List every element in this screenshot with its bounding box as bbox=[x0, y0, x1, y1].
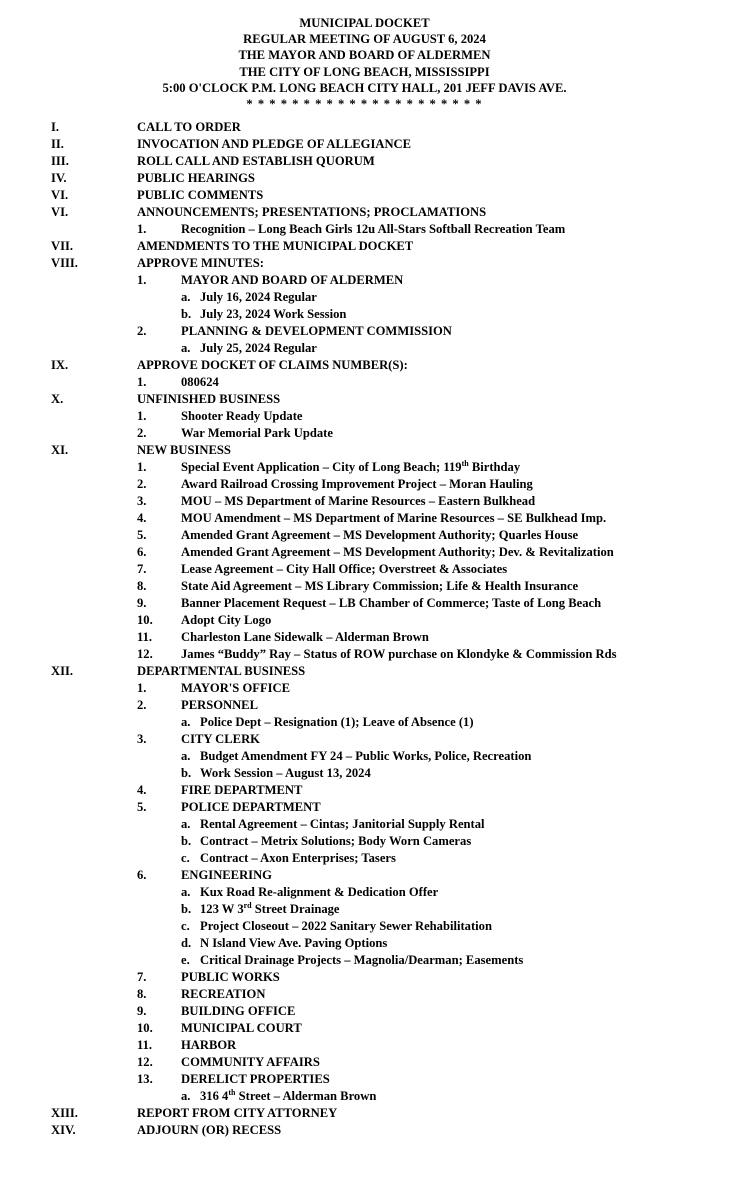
agenda-item-number: 10. bbox=[137, 1021, 153, 1035]
agenda-item-number: 1. bbox=[137, 273, 147, 287]
agenda-item-text bbox=[137, 1105, 337, 1122]
agenda-item bbox=[0, 663, 729, 680]
agenda-item-text bbox=[181, 323, 452, 340]
agenda-item-text bbox=[181, 969, 280, 986]
agenda-item-number: c. bbox=[181, 919, 190, 933]
agenda-item bbox=[0, 612, 729, 629]
agenda-item-label: PUBLIC COMMENTS bbox=[137, 188, 264, 202]
agenda-item-label: Project Closeout – 2022 Sanitary Sewer Rehabilitation bbox=[200, 919, 492, 933]
agenda-item-label: INVOCATION AND PLEDGE OF ALLEGIANCE bbox=[137, 137, 412, 151]
agenda-item bbox=[0, 595, 729, 612]
agenda-item-number: 4. bbox=[137, 783, 147, 797]
agenda-item-label: MOU Amendment – MS Department of Marine Resources – SE Bulkhead Imp. bbox=[181, 511, 607, 525]
agenda-item-number: II. bbox=[51, 137, 64, 151]
agenda-item-number: 4. bbox=[137, 511, 147, 525]
agenda-item bbox=[0, 1020, 729, 1037]
agenda-item bbox=[0, 510, 729, 527]
agenda-item-text bbox=[137, 136, 411, 153]
agenda-item bbox=[0, 357, 729, 374]
agenda-item bbox=[0, 1105, 729, 1122]
agenda-item-label: Adopt City Logo bbox=[181, 613, 272, 627]
agenda-item-text bbox=[181, 408, 303, 425]
agenda-item-label: 316 4 bbox=[200, 1089, 229, 1103]
agenda-item bbox=[0, 748, 729, 765]
agenda-item bbox=[0, 306, 729, 323]
agenda-item-label: Recognition – Long Beach Girls 12u All-Stars Softball Recreation Team bbox=[181, 222, 566, 236]
agenda-item-text bbox=[181, 493, 535, 510]
docket-header bbox=[0, 15, 729, 112]
ordinal-suffix: rd bbox=[243, 900, 252, 910]
agenda-item bbox=[0, 442, 729, 459]
agenda-item-number: VIII. bbox=[51, 256, 78, 270]
agenda-item-number: a. bbox=[181, 290, 191, 304]
agenda-item-number: VI. bbox=[51, 188, 69, 202]
agenda-item-number: 6. bbox=[137, 545, 147, 559]
agenda-item bbox=[0, 629, 729, 646]
agenda-item-label: MAYOR'S OFFICE bbox=[181, 681, 291, 695]
agenda-item-text bbox=[137, 357, 408, 374]
agenda-item-number: 11. bbox=[137, 1038, 153, 1052]
agenda-item-label-rest: Street Drainage bbox=[251, 902, 340, 916]
agenda-item-text bbox=[200, 918, 492, 935]
agenda-item-number: XII. bbox=[51, 664, 74, 678]
agenda-item-number: 9. bbox=[137, 596, 147, 610]
agenda-item bbox=[0, 153, 729, 170]
agenda-item bbox=[0, 1122, 729, 1139]
agenda-item-text bbox=[200, 884, 438, 901]
agenda-item-number: 12. bbox=[137, 1055, 153, 1069]
agenda-item-number: 1. bbox=[137, 681, 147, 695]
agenda-item bbox=[0, 765, 729, 782]
agenda-item-text bbox=[181, 867, 272, 884]
agenda-item bbox=[0, 493, 729, 510]
agenda-item-number: b. bbox=[181, 766, 192, 780]
board-line: THE MAYOR AND BOARD OF ALDERMEN bbox=[238, 48, 491, 63]
agenda-item-number: e. bbox=[181, 953, 190, 967]
agenda-item bbox=[0, 1071, 729, 1088]
agenda-item-number: 9. bbox=[137, 1004, 147, 1018]
agenda-item-text bbox=[181, 731, 260, 748]
agenda-item-label: State Aid Agreement – MS Library Commission; Life & Health Insurance bbox=[181, 579, 579, 593]
agenda-item-label: ADJOURN (OR) RECESS bbox=[137, 1123, 282, 1137]
agenda-item-number: 6. bbox=[137, 868, 147, 882]
agenda-item-number: 3. bbox=[137, 732, 147, 746]
agenda-item-label: Rental Agreement – Cintas; Janitorial Supply Rental bbox=[200, 817, 485, 831]
agenda-item-label: PUBLIC HEARINGS bbox=[137, 171, 255, 185]
agenda-item-number: 8. bbox=[137, 987, 147, 1001]
agenda-item bbox=[0, 204, 729, 221]
agenda-item-number: a. bbox=[181, 749, 191, 763]
agenda-item-number: 1. bbox=[137, 222, 147, 236]
agenda-item-label-rest: Street – Alderman Brown bbox=[235, 1089, 377, 1103]
agenda-item-label: DERELICT PROPERTIES bbox=[181, 1072, 330, 1086]
agenda-item bbox=[0, 935, 729, 952]
agenda-item-text bbox=[181, 595, 601, 612]
agenda-item-label: ANNOUNCEMENTS; PRESENTATIONS; PROCLAMATIONS bbox=[137, 205, 487, 219]
agenda-item bbox=[0, 782, 729, 799]
agenda-item-label: 080624 bbox=[181, 375, 219, 389]
agenda-item bbox=[0, 527, 729, 544]
agenda-item-label-rest: Birthday bbox=[468, 460, 521, 474]
agenda-item-number: XI. bbox=[51, 443, 69, 457]
agenda-item-text bbox=[200, 714, 474, 731]
agenda-item-text bbox=[137, 442, 231, 459]
agenda-item-number: 7. bbox=[137, 562, 147, 576]
docket-title: MUNICIPAL DOCKET bbox=[299, 16, 430, 30]
agenda-item-text bbox=[200, 289, 317, 306]
agenda-item-number: 13. bbox=[137, 1072, 153, 1086]
agenda-item-number: 2. bbox=[137, 426, 147, 440]
agenda-item bbox=[0, 119, 729, 136]
agenda-item-text bbox=[181, 272, 403, 289]
agenda-item-label: Award Railroad Crossing Improvement Project – Moran Hauling bbox=[181, 477, 533, 491]
agenda-item bbox=[0, 340, 729, 357]
agenda-item bbox=[0, 901, 729, 918]
agenda-item-label: 123 W 3 bbox=[200, 902, 244, 916]
agenda-item bbox=[0, 187, 729, 204]
agenda-item-number: 1. bbox=[137, 409, 147, 423]
agenda-item-number: X. bbox=[51, 392, 64, 406]
agenda-item-label: War Memorial Park Update bbox=[181, 426, 333, 440]
agenda-item-label: RECREATION bbox=[181, 987, 266, 1001]
ordinal-suffix: th bbox=[228, 1087, 236, 1097]
agenda-item-text bbox=[137, 204, 486, 221]
agenda-item-text bbox=[181, 425, 333, 442]
agenda-item bbox=[0, 969, 729, 986]
agenda-item-text bbox=[200, 816, 485, 833]
agenda-item bbox=[0, 476, 729, 493]
agenda-item bbox=[0, 952, 729, 969]
agenda-item bbox=[0, 408, 729, 425]
agenda-item-text bbox=[181, 782, 302, 799]
agenda-item-label: PERSONNEL bbox=[181, 698, 258, 712]
agenda-item-number: III. bbox=[51, 154, 69, 168]
agenda-item-label: MUNICIPAL COURT bbox=[181, 1021, 302, 1035]
agenda-item-text bbox=[181, 1003, 295, 1020]
agenda-item-number: 10. bbox=[137, 613, 153, 627]
agenda-item-text bbox=[200, 765, 371, 782]
agenda-item-label: COMMUNITY AFFAIRS bbox=[181, 1055, 320, 1069]
agenda-item-number: I. bbox=[51, 120, 60, 134]
agenda-item bbox=[0, 884, 729, 901]
agenda-item-number: a. bbox=[181, 341, 191, 355]
agenda-item-label: Work Session – August 13, 2024 bbox=[200, 766, 371, 780]
agenda-item bbox=[0, 731, 729, 748]
agenda-item-label: UNFINISHED BUSINESS bbox=[137, 392, 281, 406]
agenda-item bbox=[0, 1054, 729, 1071]
agenda-item bbox=[0, 867, 729, 884]
agenda-item-label: AMENDMENTS TO THE MUNICIPAL DOCKET bbox=[137, 239, 414, 253]
ordinal-suffix: th bbox=[461, 458, 469, 468]
agenda-item-text bbox=[181, 459, 520, 476]
agenda-item-label: MOU – MS Department of Marine Resources – Eastern Bulkhead bbox=[181, 494, 536, 508]
agenda-item-text bbox=[137, 238, 413, 255]
agenda-item-text bbox=[181, 1037, 236, 1054]
agenda-item bbox=[0, 136, 729, 153]
agenda-item-number: a. bbox=[181, 715, 191, 729]
agenda-item-label: July 25, 2024 Regular bbox=[200, 341, 317, 355]
agenda-item-text bbox=[181, 1054, 320, 1071]
agenda-item bbox=[0, 1037, 729, 1054]
agenda-item-text bbox=[181, 476, 533, 493]
agenda-item-label: ROLL CALL AND ESTABLISH QUORUM bbox=[137, 154, 375, 168]
agenda-item-number: 1. bbox=[137, 460, 147, 474]
agenda-item bbox=[0, 799, 729, 816]
agenda-item-label: July 23, 2024 Work Session bbox=[200, 307, 347, 321]
agenda-item bbox=[0, 646, 729, 663]
agenda-item-text bbox=[137, 391, 280, 408]
agenda-item-text bbox=[200, 748, 531, 765]
agenda-item-number: a. bbox=[181, 817, 191, 831]
agenda-item-text bbox=[181, 986, 265, 1003]
agenda-item-text bbox=[137, 187, 263, 204]
agenda-item-text bbox=[200, 952, 523, 969]
agenda-item-number: IX. bbox=[51, 358, 69, 372]
agenda-item-text bbox=[137, 119, 241, 136]
agenda-item bbox=[0, 323, 729, 340]
agenda-item bbox=[0, 714, 729, 731]
agenda-item-label: Budget Amendment FY 24 – Public Works, Police, Recreation bbox=[200, 749, 532, 763]
agenda-item-label: James “Buddy” Ray – Status of ROW purchase on Klondyke & Commission Rds bbox=[181, 647, 617, 661]
agenda-item-label: Critical Drainage Projects – Magnolia/Dearman; Easements bbox=[200, 953, 524, 967]
agenda-item-label: Charleston Lane Sidewalk – Alderman Brown bbox=[181, 630, 429, 644]
agenda-item-text bbox=[137, 170, 255, 187]
agenda-item-label: Kux Road Re-alignment & Dedication Offer bbox=[200, 885, 439, 899]
agenda-item-number: 8. bbox=[137, 579, 147, 593]
agenda-item bbox=[0, 816, 729, 833]
agenda-item bbox=[0, 238, 729, 255]
agenda-item-number: c. bbox=[181, 851, 190, 865]
agenda-item bbox=[0, 1088, 729, 1105]
agenda-item-text bbox=[137, 153, 375, 170]
agenda-item-text bbox=[181, 544, 614, 561]
agenda-item bbox=[0, 221, 729, 238]
agenda-item-label: APPROVE DOCKET OF CLAIMS NUMBER(S): bbox=[137, 358, 408, 372]
agenda-item-number: 5. bbox=[137, 528, 147, 542]
agenda-item-label: July 16, 2024 Regular bbox=[200, 290, 317, 304]
agenda-item-number: b. bbox=[181, 307, 192, 321]
agenda-item-label: Shooter Ready Update bbox=[181, 409, 303, 423]
agenda-item-text bbox=[200, 340, 317, 357]
agenda-item-text bbox=[181, 646, 617, 663]
agenda-item-label: CITY CLERK bbox=[181, 732, 260, 746]
agenda-item-label: HARBOR bbox=[181, 1038, 237, 1052]
agenda-item-label: Contract – Metrix Solutions; Body Worn Cameras bbox=[200, 834, 472, 848]
agenda-item-number: IV. bbox=[51, 171, 67, 185]
agenda-item bbox=[0, 425, 729, 442]
agenda-item-text bbox=[200, 901, 340, 918]
agenda-item bbox=[0, 561, 729, 578]
agenda-list bbox=[0, 119, 729, 1139]
agenda-item-label: BUILDING OFFICE bbox=[181, 1004, 296, 1018]
agenda-item-text bbox=[181, 374, 219, 391]
agenda-item bbox=[0, 697, 729, 714]
agenda-item-number: a. bbox=[181, 885, 191, 899]
agenda-item-label: FIRE DEPARTMENT bbox=[181, 783, 303, 797]
agenda-item-text bbox=[181, 578, 578, 595]
agenda-item-number: 3. bbox=[137, 494, 147, 508]
agenda-item-label: ENGINEERING bbox=[181, 868, 272, 882]
agenda-item bbox=[0, 578, 729, 595]
agenda-item-text bbox=[181, 612, 271, 629]
agenda-item bbox=[0, 680, 729, 697]
agenda-item bbox=[0, 289, 729, 306]
agenda-item bbox=[0, 170, 729, 187]
agenda-item-text bbox=[200, 935, 387, 952]
agenda-item-label: N Island View Ave. Paving Options bbox=[200, 936, 388, 950]
agenda-item-text bbox=[181, 527, 578, 544]
agenda-item-text bbox=[181, 680, 290, 697]
agenda-item-number: a. bbox=[181, 1089, 191, 1103]
agenda-item-label: REPORT FROM CITY ATTORNEY bbox=[137, 1106, 338, 1120]
agenda-item bbox=[0, 986, 729, 1003]
agenda-item-text bbox=[200, 1088, 376, 1105]
agenda-item-label: PLANNING & DEVELOPMENT COMMISSION bbox=[181, 324, 452, 338]
agenda-item-number: 2. bbox=[137, 698, 147, 712]
agenda-item-text bbox=[200, 850, 396, 867]
agenda-item-label: PUBLIC WORKS bbox=[181, 970, 280, 984]
agenda-item-label: Police Dept – Resignation (1); Leave of Absence (1) bbox=[200, 715, 474, 729]
agenda-item-text bbox=[137, 255, 264, 272]
agenda-item-text bbox=[200, 306, 346, 323]
agenda-item-number: 2. bbox=[137, 477, 147, 491]
star-divider: * * * * * * * * * * * * * * * * * * * * * bbox=[246, 96, 483, 111]
agenda-item-text bbox=[181, 221, 565, 238]
agenda-item-label: DEPARTMENTAL BUSINESS bbox=[137, 664, 306, 678]
agenda-item-text bbox=[137, 1122, 281, 1139]
agenda-item-number: 2. bbox=[137, 324, 147, 338]
meeting-line: REGULAR MEETING OF AUGUST 6, 2024 bbox=[243, 32, 486, 47]
agenda-item-text bbox=[181, 561, 507, 578]
agenda-item-label: Amended Grant Agreement – MS Development Authority; Dev. & Revitalization bbox=[181, 545, 614, 559]
agenda-item-label: CALL TO ORDER bbox=[137, 120, 241, 134]
agenda-item-label: Amended Grant Agreement – MS Development Authority; Quarles House bbox=[181, 528, 579, 542]
agenda-item bbox=[0, 374, 729, 391]
agenda-item bbox=[0, 272, 729, 289]
agenda-item-label: Special Event Application – City of Long Beach; 119 bbox=[181, 460, 462, 474]
agenda-item-text bbox=[137, 663, 305, 680]
agenda-item-text bbox=[181, 799, 321, 816]
agenda-item-label: Lease Agreement – City Hall Office; Overstreet & Associates bbox=[181, 562, 508, 576]
agenda-item-label: NEW BUSINESS bbox=[137, 443, 231, 457]
agenda-item bbox=[0, 255, 729, 272]
agenda-item-number: XIII. bbox=[51, 1106, 78, 1120]
agenda-item-label: MAYOR AND BOARD OF ALDERMEN bbox=[181, 273, 404, 287]
agenda-item-text bbox=[181, 1020, 302, 1037]
city-line: THE CITY OF LONG BEACH, MISSISSIPPI bbox=[239, 64, 490, 79]
agenda-item-number: 11. bbox=[137, 630, 153, 644]
agenda-item-number: VII. bbox=[51, 239, 74, 253]
agenda-item bbox=[0, 918, 729, 935]
agenda-item bbox=[0, 544, 729, 561]
agenda-item-label: POLICE DEPARTMENT bbox=[181, 800, 321, 814]
agenda-item-text bbox=[181, 1071, 330, 1088]
agenda-item-label: APPROVE MINUTES: bbox=[137, 256, 264, 270]
agenda-item bbox=[0, 1003, 729, 1020]
agenda-item-number: 5. bbox=[137, 800, 147, 814]
agenda-item-number: 1. bbox=[137, 375, 147, 389]
agenda-item-text bbox=[200, 833, 471, 850]
agenda-item-text bbox=[181, 629, 429, 646]
agenda-item-number: 7. bbox=[137, 970, 147, 984]
agenda-item-number: VI. bbox=[51, 205, 69, 219]
time-location-line: 5:00 O'CLOCK P.M. LONG BEACH CITY HALL, 201 JEFF DAVIS AVE. bbox=[162, 80, 567, 95]
agenda-item bbox=[0, 459, 729, 476]
agenda-item bbox=[0, 833, 729, 850]
agenda-item-number: d. bbox=[181, 936, 192, 950]
agenda-item-number: 12. bbox=[137, 647, 153, 661]
agenda-item bbox=[0, 850, 729, 867]
agenda-item-text bbox=[181, 510, 606, 527]
agenda-item-text bbox=[181, 697, 258, 714]
agenda-item-number: XIV. bbox=[51, 1123, 76, 1137]
agenda-item-label: Banner Placement Request – LB Chamber of Commerce; Taste of Long Beach bbox=[181, 596, 602, 610]
agenda-item bbox=[0, 391, 729, 408]
agenda-item-number: b. bbox=[181, 902, 192, 916]
agenda-item-number: b. bbox=[181, 834, 192, 848]
agenda-item-label: Contract – Axon Enterprises; Tasers bbox=[200, 851, 396, 865]
